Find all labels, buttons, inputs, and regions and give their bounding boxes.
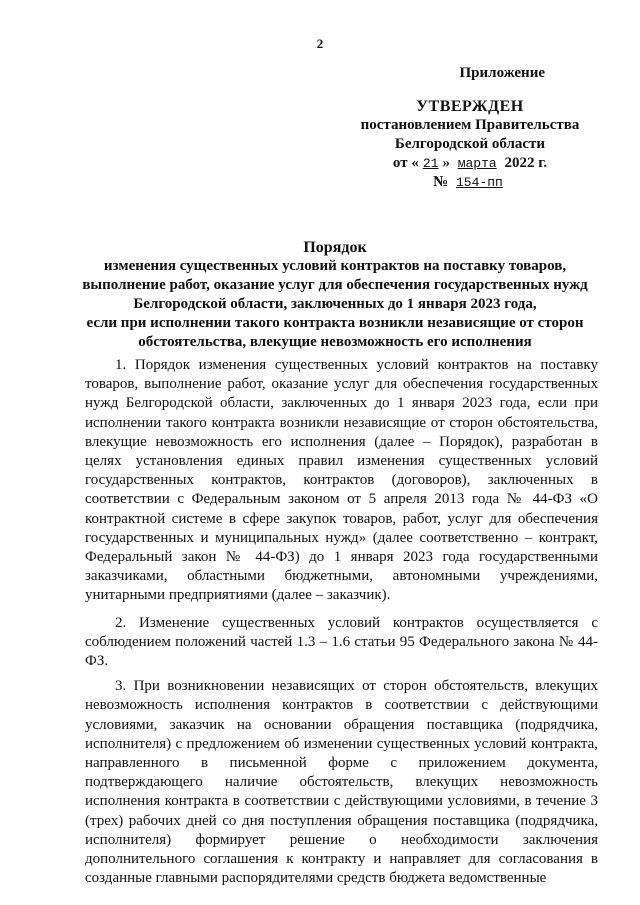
- approved-heading: УТВЕРЖДЕН: [416, 98, 524, 115]
- page-number: 2: [316, 36, 324, 51]
- date-mid: »: [442, 155, 450, 171]
- number-value: 154-пп: [456, 175, 503, 190]
- number-prefix: №: [433, 174, 449, 190]
- approval-line-2: Белгородской области: [394, 136, 546, 152]
- approval-block: [340, 64, 600, 192]
- document-title: [70, 238, 600, 352]
- paragraph-1: 1. Порядок изменения существенных условий контрактов на поставку товаров, выполнение работ, оказание услуг для обеспечения государственных нужд Белгородской области, заключенных до 1 января 2023 года, если при исполнении такого контракта возникли независящие от сторон обстоятельства, влекущие невозможность его исполнения (далее – Порядок), разработан в целях установления единых правил изменения существенных условий государственных контрактов, контрактов (договоров), заключенных в соответствии с Федеральным законом от 5 апреля 2013 года № 44-ФЗ «О контрактной системе в сфере закупок товаров, работ, услуг для обеспечения государственных и муниципальных нужд» (далее соответственно – контракт, Федеральный закон № 44-ФЗ) до 1 января 2023 года государственными заказчиками, областными бюджетными, автономными учреждениями, унитарными предприятиями (далее – заказчик).: [85, 357, 598, 604]
- decree-number: [340, 173, 600, 192]
- title-heading: Порядок: [303, 239, 367, 256]
- approval-date: [340, 154, 600, 173]
- title-line-1: изменения существенных условий контрактов на поставку товаров,: [103, 258, 567, 274]
- date-month: марта: [457, 156, 497, 171]
- approval-line-1: постановлением Правительства: [360, 117, 580, 133]
- title-line-5: обстоятельства, влекущие невозможность его исполнения: [138, 334, 532, 350]
- date-year: 2022 г.: [504, 155, 548, 171]
- title-line-4: если при исполнении такого контракта возникли независящие от сторон: [86, 315, 584, 331]
- title-line-2: выполнение работ, оказание услуг для обеспечения государственных нужд: [82, 277, 588, 293]
- paragraph-2: 2. Изменение существенных условий контрактов осуществляется с соблюдением положений частей 1.3 – 1.6 статьи 95 Федерального закона № 44-ФЗ.: [85, 614, 598, 670]
- date-day: 21: [422, 156, 439, 171]
- appendix-label: Приложение: [459, 65, 545, 81]
- date-prefix: от «: [392, 155, 419, 171]
- title-line-3: Белгородской области, заключенных до 1 января 2023 года,: [133, 296, 537, 312]
- paragraph-3: 3. При возникновении независящих от сторон обстоятельств, влекущих невозможность исполнения контрактов в соответствии с действующими условиями, заказчик на основании обращения поставщика (подрядчика, исполнителя) с предложением об изменении существенных условий контракта, направленного в письменной форме с приложением документа, подтверждающего наличие обстоятельств, влекущих невозможность исполнения контракта в соответствии с действующими условиями, в течение 3 (трех) рабочих дней со дня поступления обращения поставщика (подрядчика, исполнителя) формирует решение о необходимости заключения дополнительного соглашения к контракту и направляет для согласования в созданные главными распорядителями средств бюджета ведомственные: [85, 678, 598, 887]
- document-body: [85, 356, 598, 896]
